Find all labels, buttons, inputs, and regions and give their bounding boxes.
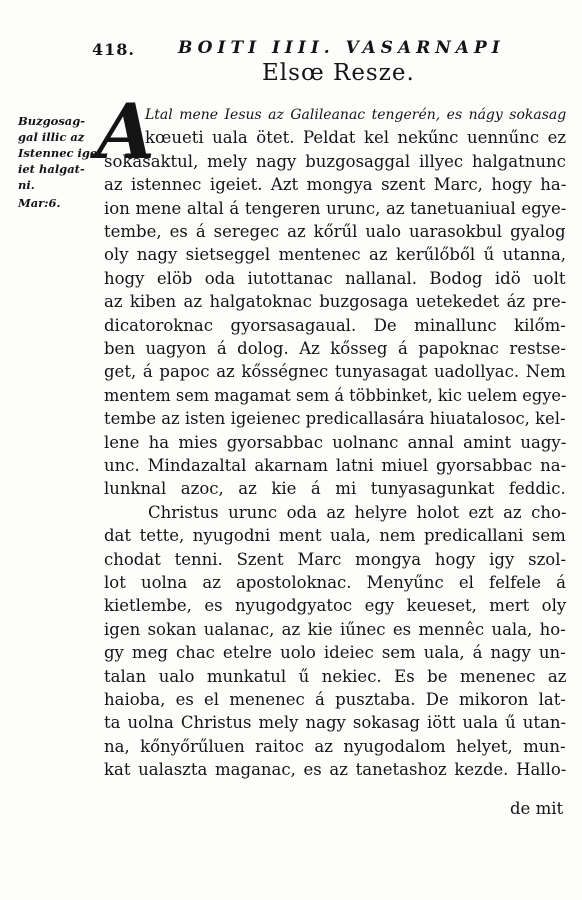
text-line: kœueti uala ötet. Peldat kel nekűnc uennűnc ez bbox=[145, 128, 567, 148]
margin-note-line: iet halgat- bbox=[18, 162, 85, 176]
text-line: az kiben az halgatoknac buzgosaga uetekedet áz pre- bbox=[104, 292, 567, 312]
text-line: igen sokan ualanac, az kie iűnec es mennêc uala, ho- bbox=[104, 619, 566, 639]
text-line: talan ualo munkatul ű nekiec. Es be menenec az bbox=[104, 666, 567, 686]
margin-note bbox=[18, 113, 100, 211]
text-line: na, kőnyőrűluen raitoc az nyugodalom helyet, mun- bbox=[104, 736, 566, 756]
margin-note-reference: Mar:6. bbox=[18, 196, 61, 210]
text-line: oly nagy sietseggel mentenec az kerűlőből ű utanna, bbox=[104, 245, 567, 265]
text-line: dicatoroknac gyorsasagaual. De minallunc kilőm- bbox=[104, 315, 566, 335]
text-line: unc. Mindazaltal akarnam latni miuel gyorsabbac na- bbox=[104, 456, 567, 475]
text-line: ion mene altal á tengeren urunc, az tanetuaniual egye- bbox=[104, 198, 567, 218]
text-line: haioba, es el menenec á pusztaba. De mikoron lat- bbox=[104, 690, 566, 709]
text-line: hogy elöb oda iutottanac nallanal. Bodog idö uolt bbox=[104, 268, 566, 288]
text-line: chodat tenni. Szent Marc mongya hogy igy szol- bbox=[104, 549, 567, 569]
text-line: ben uagyon á dolog. Az kősseg á papoknac restse- bbox=[104, 339, 566, 358]
margin-note-line: Istennec ige bbox=[18, 146, 98, 160]
text-line: mentem sem magamat sem á többinket, kic uelem egye- bbox=[104, 385, 567, 405]
margin-note-line: ni. bbox=[18, 178, 35, 192]
text-line: dat tette, nyugodni ment uala, nem predicallani sem bbox=[104, 526, 566, 546]
text-line: lot uolna az apostoloknac. Menyűnc el felfele á bbox=[104, 573, 566, 592]
margin-note-line: Buzgosag- bbox=[18, 114, 86, 128]
page-number: 418. bbox=[92, 40, 135, 59]
text-line: lunknal azoc, az kie á mi tunyasagunkat feddic. bbox=[104, 479, 566, 499]
text-line: tembe az isten igeienec predicallasára hiuatalosoc, kel- bbox=[104, 409, 566, 429]
drop-cap: A bbox=[96, 87, 155, 176]
running-head: BOITI IIII. VASARNAPI bbox=[178, 38, 505, 58]
text-line: gy meg chac etelre uolo ideiec sem uala, á nagy un- bbox=[104, 643, 566, 663]
text-line: ta uolna Christus mely nagy sokasag iött uala ű utan- bbox=[104, 713, 567, 733]
margin-note-line: gal illic az bbox=[18, 130, 85, 144]
text-line: az istennec igeiet. Azt mongya szent Marc, hogy ha- bbox=[104, 175, 567, 195]
text-line: get, á papoc az kősségnec tunyasagat uadollyac. Nem bbox=[104, 362, 566, 382]
text-line: lene ha mies gyorsabbac uolnanc annal amint uagy- bbox=[104, 432, 567, 452]
text-line: kat ualaszta maganac, es az tanetashoz kezde. Hallo- bbox=[104, 760, 567, 780]
section-title: Elsœ Resze. bbox=[262, 60, 415, 86]
text-line: sokasaktul, mely nagy buzgosaggal illyec halgatnunc bbox=[104, 151, 566, 171]
catchword: de mit bbox=[510, 799, 564, 818]
text-line: Ltal mene Iesus az Galileanac tengerén, es nágy sokasag bbox=[145, 107, 567, 123]
text-line: kietlembe, es nyugodgyatoc egy keueset, mert oly bbox=[104, 596, 567, 616]
text-line: tembe, es á seregec az kőrűl ualo uarasokbul gyalog bbox=[104, 222, 566, 241]
text-line: Christus urunc oda az helyre holot ezt az cho- bbox=[148, 502, 567, 522]
